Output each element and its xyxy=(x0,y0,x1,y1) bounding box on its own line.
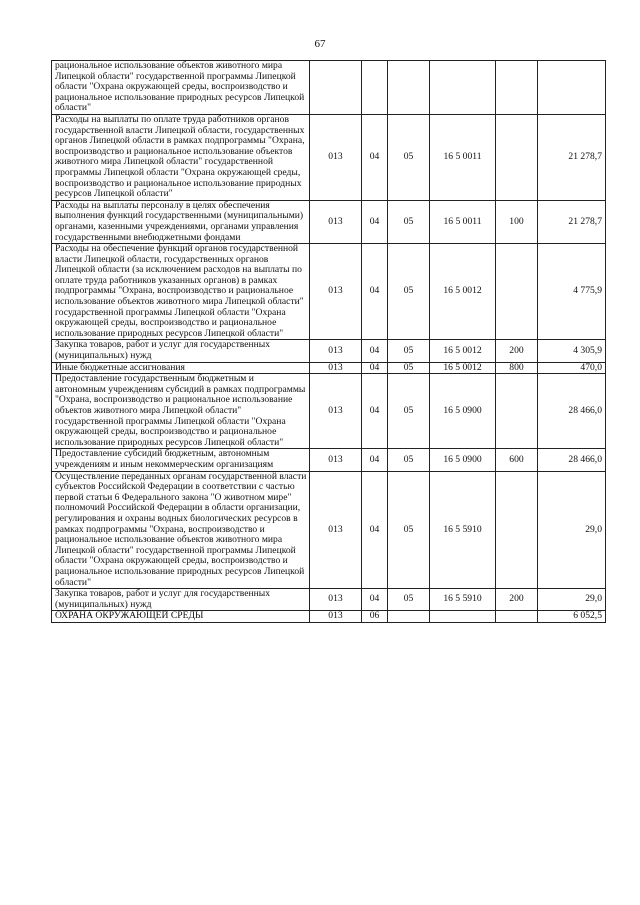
cell-section: 04 xyxy=(362,340,388,362)
cell-ministry: 013 xyxy=(310,244,362,340)
cell-target xyxy=(430,61,496,115)
cell-name: Закупка товаров, работ и услуг для государственных (муниципальных) нужд xyxy=(52,340,310,362)
cell-target: 16 5 5910 xyxy=(430,471,496,589)
cell-subsection: 05 xyxy=(388,471,430,589)
table-row xyxy=(52,611,606,623)
cell-section: 04 xyxy=(362,362,388,374)
cell-amount: 28 466,0 xyxy=(538,449,606,471)
cell-section: 04 xyxy=(362,200,388,243)
cell-name: Осуществление переданных органам государственной власти субъектов Российской Федерации в соответствии с частью первой статьи 6 Федерального закона "О животном мире" полномочий Российской Федерации в области организации, регулирования и охраны водных биологических ресурсов в рамках подпрограммы "Охрана, воспроизводство и рациональное использование объектов животного мира Липецкой области" государственной программы Липецкой области "Охрана окружающей среды, воспроизводство и рациональное использование природных ресурсов Липецкой области" xyxy=(52,471,310,589)
cell-target: 16 5 0012 xyxy=(430,244,496,340)
cell-amount: 29,0 xyxy=(538,471,606,589)
cell-expense-type xyxy=(496,374,538,449)
cell-ministry xyxy=(310,61,362,115)
cell-name: Предоставление государственным бюджетным и автономным учреждениям субсидий в рамках подпрограммы "Охрана, воспроизводство и рациональное использование объектов животного мира Липецкой области" государственной программы Липецкой области "Охрана окружающей среды, воспроизводство и рациональное использование природных ресурсов Липецкой области" xyxy=(52,374,310,449)
cell-section xyxy=(362,61,388,115)
cell-name: рациональное использование объектов животного мира Липецкой области" государственной программы Липецкой области "Охрана окружающей среды, воспроизводство и рациональное использование природных ресурсов Липецкой области" xyxy=(52,61,310,115)
cell-amount: 21 278,7 xyxy=(538,200,606,243)
cell-section: 06 xyxy=(362,611,388,623)
budget-table-body xyxy=(52,61,606,623)
cell-amount: 29,0 xyxy=(538,589,606,611)
cell-section: 04 xyxy=(362,114,388,200)
cell-ministry: 013 xyxy=(310,449,362,471)
table-row xyxy=(52,449,606,471)
cell-section: 04 xyxy=(362,589,388,611)
cell-target: 16 5 0900 xyxy=(430,374,496,449)
cell-amount: 21 278,7 xyxy=(538,114,606,200)
cell-subsection: 05 xyxy=(388,200,430,243)
cell-target: 16 5 0900 xyxy=(430,449,496,471)
table-row xyxy=(52,200,606,243)
cell-expense-type xyxy=(496,114,538,200)
cell-subsection: 05 xyxy=(388,589,430,611)
table-row xyxy=(52,340,606,362)
cell-section: 04 xyxy=(362,244,388,340)
cell-expense-type: 200 xyxy=(496,340,538,362)
cell-subsection xyxy=(388,611,430,623)
cell-expense-type xyxy=(496,61,538,115)
cell-expense-type xyxy=(496,611,538,623)
cell-target: 16 5 0011 xyxy=(430,200,496,243)
cell-subsection: 05 xyxy=(388,244,430,340)
cell-ministry: 013 xyxy=(310,340,362,362)
cell-ministry: 013 xyxy=(310,471,362,589)
page-number: 67 xyxy=(314,38,326,50)
cell-expense-type xyxy=(496,244,538,340)
cell-section: 04 xyxy=(362,471,388,589)
cell-expense-type: 200 xyxy=(496,589,538,611)
cell-amount xyxy=(538,61,606,115)
cell-target: 16 5 5910 xyxy=(430,589,496,611)
cell-ministry: 013 xyxy=(310,114,362,200)
cell-target xyxy=(430,611,496,623)
cell-amount: 6 052,5 xyxy=(538,611,606,623)
cell-name: ОХРАНА ОКРУЖАЮЩЕЙ СРЕДЫ xyxy=(52,611,310,623)
cell-amount: 4 305,9 xyxy=(538,340,606,362)
cell-ministry: 013 xyxy=(310,611,362,623)
cell-subsection xyxy=(388,61,430,115)
cell-expense-type xyxy=(496,471,538,589)
cell-section: 04 xyxy=(362,449,388,471)
cell-ministry: 013 xyxy=(310,362,362,374)
cell-ministry: 013 xyxy=(310,374,362,449)
cell-amount: 28 466,0 xyxy=(538,374,606,449)
table-row xyxy=(52,362,606,374)
cell-ministry: 013 xyxy=(310,200,362,243)
cell-amount: 4 775,9 xyxy=(538,244,606,340)
cell-target: 16 5 0012 xyxy=(430,362,496,374)
cell-expense-type: 100 xyxy=(496,200,538,243)
cell-section: 04 xyxy=(362,374,388,449)
table-row xyxy=(52,589,606,611)
cell-target: 16 5 0011 xyxy=(430,114,496,200)
cell-subsection: 05 xyxy=(388,374,430,449)
cell-subsection: 05 xyxy=(388,340,430,362)
cell-subsection: 05 xyxy=(388,449,430,471)
table-row xyxy=(52,244,606,340)
cell-target: 16 5 0012 xyxy=(430,340,496,362)
table-row xyxy=(52,471,606,589)
cell-subsection: 05 xyxy=(388,362,430,374)
cell-amount: 470,0 xyxy=(538,362,606,374)
cell-name: Предоставление субсидий бюджетным, автономным учреждениям и иным некоммерческим организациям xyxy=(52,449,310,471)
cell-name: Иные бюджетные ассигнования xyxy=(52,362,310,374)
cell-name: Расходы на выплаты по оплате труда работников органов государственной власти Липецкой области, государственных органов Липецкой области в рамках подпрограммы "Охрана, воспроизводство и рациональное использование объектов животного мира Липецкой области" государственной программы Липецкой области "Охрана окружающей среды, воспроизводство и рациональное использование природных ресурсов Липецкой области" xyxy=(52,114,310,200)
cell-expense-type: 600 xyxy=(496,449,538,471)
table-row xyxy=(52,114,606,200)
cell-subsection: 05 xyxy=(388,114,430,200)
cell-name: Расходы на выплаты персоналу в целях обеспечения выполнения функций государственными (муниципальными) органами, казенными учреждениями, органами управления государственными внебюджетными фондами xyxy=(52,200,310,243)
cell-expense-type: 800 xyxy=(496,362,538,374)
cell-name: Расходы на обеспечение функций органов государственной власти Липецкой области, государственных органов Липецкой области (за исключением расходов на выплаты по оплате труда работников указанных органов) в рамках подпрограммы "Охрана, воспроизводство и рациональное использование объектов животного мира Липецкой области" государственной программы Липецкой области "Охрана окружающей среды, воспроизводство и рациональное использование природных ресурсов Липецкой области" xyxy=(52,244,310,340)
table-row xyxy=(52,374,606,449)
cell-name: Закупка товаров, работ и услуг для государственных (муниципальных) нужд xyxy=(52,589,310,611)
cell-ministry: 013 xyxy=(310,589,362,611)
budget-table xyxy=(51,60,606,623)
table-row xyxy=(52,61,606,115)
